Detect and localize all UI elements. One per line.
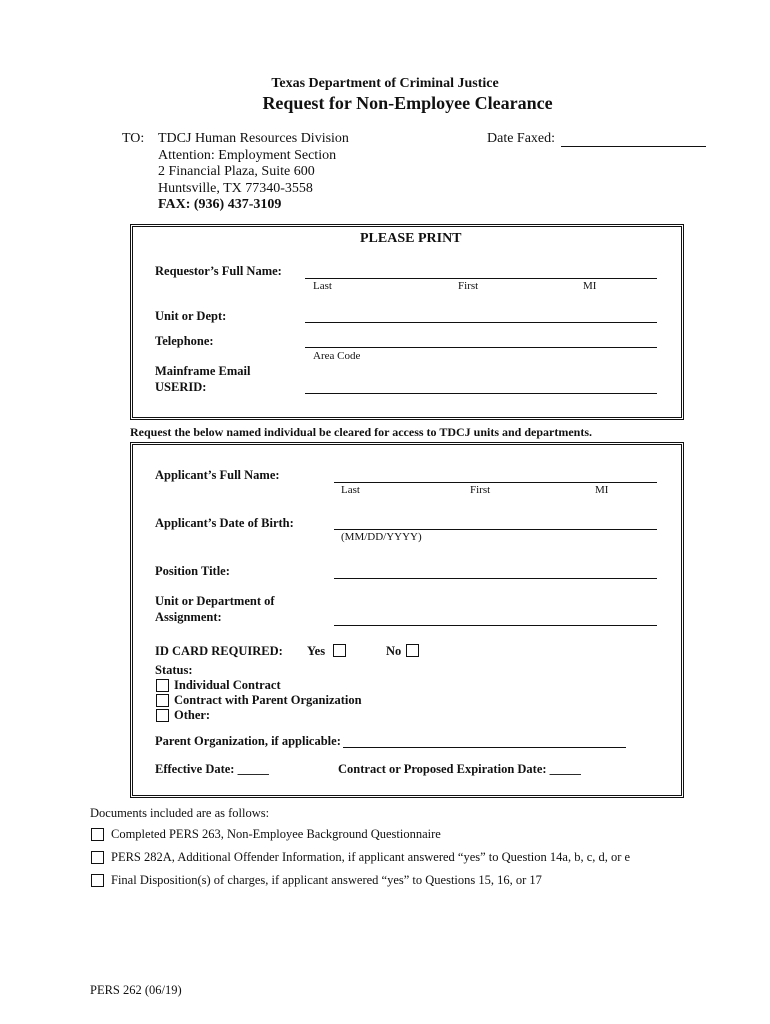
address-line-3: 2 Financial Plaza, Suite 600 [158,164,315,179]
document-final-disposition-label: Final Disposition(s) of charges, if applicant answered “yes” to Questions 15, 16, or 17 [111,873,542,887]
request-statement: Request the below named individual be cleared for access to TDCJ units and departments. [130,425,593,439]
unit-assignment-label-line-2: Assignment: [155,610,222,624]
id-card-no-checkbox[interactable] [406,644,419,657]
area-code-caption: Area Code [313,350,361,362]
position-title-label: Position Title: [155,564,230,578]
applicant-first-caption: First [470,484,491,496]
fax-number: FAX: (936) 437-3109 [158,197,282,212]
applicant-dob-field[interactable] [334,529,657,530]
parent-org-label: Parent Organization, if applicable: [155,734,341,748]
documents-heading: Documents included are as follows: [90,806,270,820]
document-pers282a-checkbox[interactable] [91,851,104,864]
status-label: Status: [155,663,193,677]
id-card-yes-checkbox[interactable] [333,644,346,657]
requestor-telephone-field[interactable] [305,347,657,348]
applicant-name-label: Applicant’s Full Name: [155,468,280,482]
dob-format-caption: (MM/DD/YYYY) [341,531,422,543]
document-pers282a-label: PERS 282A, Additional Offender Information, if applicant answered “yes” to Question 14a, b, c, d, or e [111,850,631,864]
parent-org-field[interactable] [343,747,626,748]
requestor-unit-label: Unit or Dept: [155,309,227,323]
address-line-2: Attention: Employment Section [158,148,337,163]
requestor-last-caption: Last [313,280,332,292]
status-parent-org-label: Contract with Parent Organization [174,693,362,707]
document-final-disposition-checkbox[interactable] [91,874,104,887]
id-card-required-label: ID CARD REQUIRED: [155,644,283,658]
applicant-mi-caption: MI [595,484,609,496]
id-card-yes-label: Yes [307,644,326,658]
agency-name: Texas Department of Criminal Justice [271,76,499,91]
requestor-unit-field[interactable] [305,322,657,323]
email-label-line-1: Mainframe Email [155,364,251,378]
unit-assignment-field[interactable] [334,625,657,626]
id-card-no-label: No [386,644,402,658]
email-label-line-2: USERID: [155,380,207,394]
requestor-name-field[interactable] [305,278,657,279]
applicant-name-field[interactable] [334,482,657,483]
requestor-first-caption: First [458,280,479,292]
position-title-field[interactable] [334,578,657,579]
date-faxed-label: Date Faxed: [487,131,556,146]
form-id: PERS 262 (06/19) [90,983,182,997]
requestor-name-label: Requestor’s Full Name: [155,264,282,278]
to-label: TO: [122,131,145,146]
form-title: Request for Non-Employee Clearance [262,93,553,113]
status-individual-contract-checkbox[interactable] [156,679,169,692]
status-other-label: Other: [174,708,211,722]
document-pers263-checkbox[interactable] [91,828,104,841]
status-other-checkbox[interactable] [156,709,169,722]
address-line-4: Huntsville, TX 77340-3558 [158,181,313,196]
applicant-last-caption: Last [341,484,360,496]
requestor-email-field[interactable] [305,393,657,394]
requestor-telephone-label: Telephone: [155,334,214,348]
please-print-heading: PLEASE PRINT [360,231,462,246]
status-parent-org-checkbox[interactable] [156,694,169,707]
requestor-mi-caption: MI [583,280,597,292]
address-line-1: TDCJ Human Resources Division [158,131,349,146]
effective-date-label[interactable]: Effective Date: _____ [155,762,269,776]
date-faxed-field[interactable] [561,146,706,147]
unit-assignment-label-line-1: Unit or Department of [155,594,275,608]
expiration-date-label[interactable]: Contract or Proposed Expiration Date: _____ [338,762,581,776]
status-individual-contract-label: Individual Contract [174,678,281,692]
document-pers263-label: Completed PERS 263, Non-Employee Background Questionnaire [111,827,441,841]
applicant-dob-label: Applicant’s Date of Birth: [155,516,294,530]
